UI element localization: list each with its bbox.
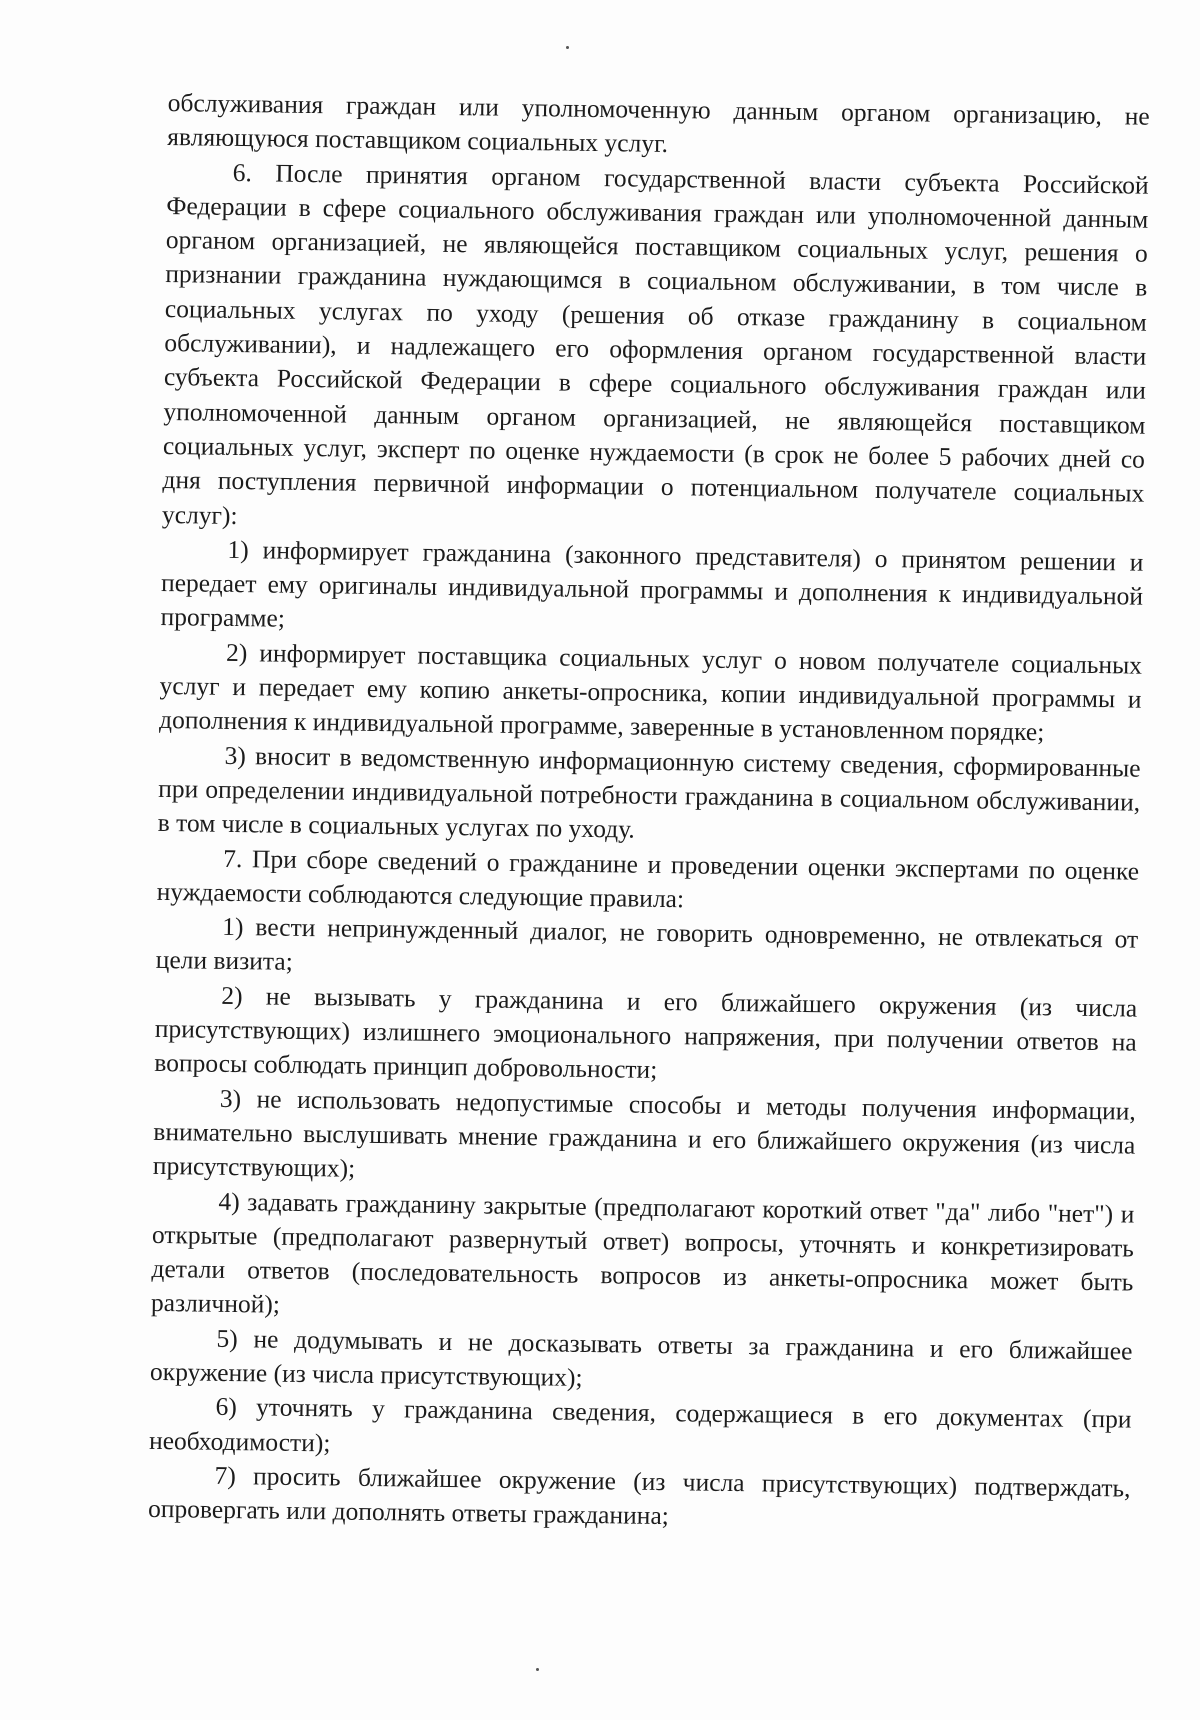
paragraph-subitem-7-3: 3) не использовать недопустимые способы и методы получения информации, внимательно выслушивать мнение гражданина и его ближайшего окружения (из числа присутствующих); [152, 1083, 1136, 1183]
paragraph-subitem-6-1: 1) информирует гражданина (законного представителя) о принятом решении и передает ему оригиналы индивидуальной программы и дополнения к индивидуальной программе; [160, 534, 1144, 634]
scan-speck [536, 1668, 539, 1671]
paragraph-subitem-7-5: 5) не додумывать и не досказывать ответы за гражданина и его ближайшее окружение (из числа присутствующих); [149, 1323, 1133, 1392]
document-body [148, 86, 1150, 1540]
scan-speck [566, 46, 569, 49]
paragraph-subitem-7-7: 7) просить ближайшее окружение (из числа присутствующих) подтверждать, опровергать или дополнять ответы гражданина; [147, 1460, 1131, 1531]
paragraph-subitem-7-6: 6) уточнять у гражданина сведения, содержащиеся в его документах (при необходимости); [148, 1392, 1132, 1457]
paragraph-subitem-7-4: 4) задавать гражданину закрытые (предполагают короткий ответ "да" либо "нет") и открытые (предполагают развернутый ответ) вопросы, уточнять и конкретизировать детали ответов (последовательность вопросов из анкеты-опросника может быть различной); [150, 1186, 1135, 1320]
paragraph-subitem-6-3: 3) вносит в ведомственную информационную систему сведения, сформированные при определении индивидуальной потребности гражданина в социальном обслуживании, в том числе в социальных услугах по уходу. [157, 740, 1141, 844]
paragraph-subitem-7-2: 2) не вызывать у гражданина и его ближайшего окружения (из числа присутствующих) излишнего эмоционального напряжения, при получении ответов на вопросы соблюдать принцип добровольности; [154, 980, 1138, 1085]
paragraph-subitem-6-2: 2) информирует поставщика социальных услуг о новом получателе социальных услуг и передает ему копию анкеты-опросника, копии индивидуальной программы и дополнения к индивидуальной программе, заверенные в установленном порядке; [158, 637, 1143, 747]
paragraph-item-7: 7. При сборе сведений о гражданине и проведении оценки экспертами по оценке нуждаемости соблюдаются следующие правила: [156, 843, 1140, 914]
paragraph-item-6: 6. После принятия органом государственной власти субъекта Российской Федерации в сфере социального обслуживания граждан или уполномоченной данным органом организацией, не являющейся поставщиком социальных услуг, решения о признании гражданина нуждающимся в социальном обслуживании, в том числе в социальных услугах по уходу (решения об отказе гражданину в социальном обслуживании), и надлежащего его оформления органом государственной власти субъекта Российской Федерации в сфере социального обслуживания граждан или уполномоченной данным органом организацией, не являющейся поставщиком социальных услуг, эксперт по оценке нуждаемости (в срок не более 5 рабочих дней со дня поступления первичной информации о потенциальном получателе социальных услуг): [161, 157, 1149, 530]
paragraph-continuation: обслуживания граждан или уполномоченную данным органом организацию, не являющуюся поставщиком социальных услуг. [167, 87, 1150, 159]
paragraph-subitem-7-1: 1) вести непринужденный диалог, не говорить одновременно, не отвлекаться от цели визита; [155, 911, 1139, 977]
